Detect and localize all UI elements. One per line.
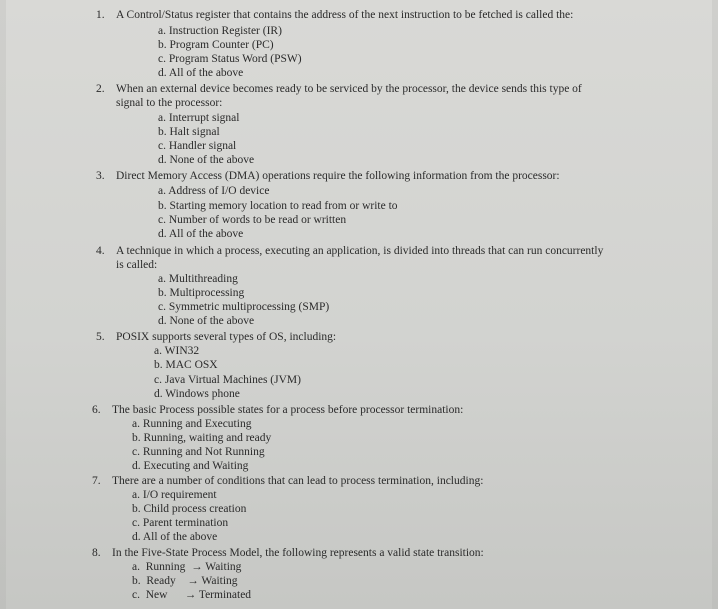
option-c: c. Number of words to be read or written (158, 214, 347, 226)
option-b: b. Program Counter (PC) (158, 39, 274, 51)
option-c: c. Parent termination (132, 517, 229, 529)
option-b: b. Running, waiting and ready (132, 432, 272, 444)
question-text: A Control/Status register that contains the address of the next instruction to be fetched is called the: (116, 9, 574, 21)
option-b: b. MAC OSX (154, 359, 218, 371)
question-text-cont: is called: (116, 259, 158, 271)
option-b: b. Child process creation (132, 503, 247, 515)
question-number: 4. (96, 245, 105, 257)
option-a: a. I/O requirement (132, 489, 217, 501)
option-d: d. All of the above (158, 228, 244, 240)
option-a: a. Instruction Register (IR) (158, 25, 282, 37)
option-b: b. Halt signal (158, 126, 220, 138)
question-text: A technique in which a process, executing an application, is divided into threads that can run concurrently (116, 245, 604, 257)
option-b: b. Multiprocessing (158, 287, 245, 299)
option-d: d. All of the above (132, 531, 218, 543)
option-c: c. New → Terminated (132, 589, 252, 601)
question-number: 8. (92, 547, 101, 559)
question-number: 1. (96, 9, 105, 21)
question-text: The basic Process possible states for a process before processor termination: (112, 404, 464, 416)
question-number: 3. (96, 170, 105, 182)
option-a: a. Interrupt signal (158, 112, 240, 124)
option-c: c. Handler signal (158, 140, 237, 152)
option-c: c. Java Virtual Machines (JVM) (154, 374, 301, 386)
option-d: d. Executing and Waiting (132, 460, 249, 472)
option-a: a. Multithreading (158, 273, 238, 285)
question-text: Direct Memory Access (DMA) operations require the following information from the processor: (116, 170, 560, 182)
option-b: b. Ready → Waiting (132, 575, 238, 587)
question-number: 7. (92, 475, 101, 487)
option-d: d. None of the above (158, 315, 255, 327)
option-c: c. Symmetric multiprocessing (SMP) (158, 301, 330, 313)
question-text: There are a number of conditions that can lead to process termination, including: (112, 475, 484, 487)
option-a: a. Address of I/O device (158, 185, 270, 197)
option-d: d. None of the above (158, 154, 255, 166)
question-text: When an external device becomes ready to be serviced by the processor, the device sends this type of (116, 83, 582, 95)
question-number: 2. (96, 83, 105, 95)
question-number: 5. (96, 331, 105, 343)
option-d: d. Windows phone (154, 388, 240, 400)
exam-sheet (6, 0, 712, 609)
question-text: In the Five-State Process Model, the following represents a valid state transition: (112, 547, 484, 559)
option-a: a. WIN32 (154, 345, 200, 357)
question-text-cont: signal to the processor: (116, 97, 223, 109)
question-number: 6. (92, 404, 101, 416)
option-a: a. Running → Waiting (132, 561, 242, 573)
option-c: c. Running and Not Running (132, 446, 265, 458)
option-b: b. Starting memory location to read from or write to (158, 200, 398, 212)
option-c: c. Program Status Word (PSW) (158, 53, 302, 65)
option-a: a. Running and Executing (132, 418, 252, 430)
option-d: d. All of the above (158, 67, 244, 79)
question-text: POSIX supports several types of OS, including: (116, 331, 337, 343)
